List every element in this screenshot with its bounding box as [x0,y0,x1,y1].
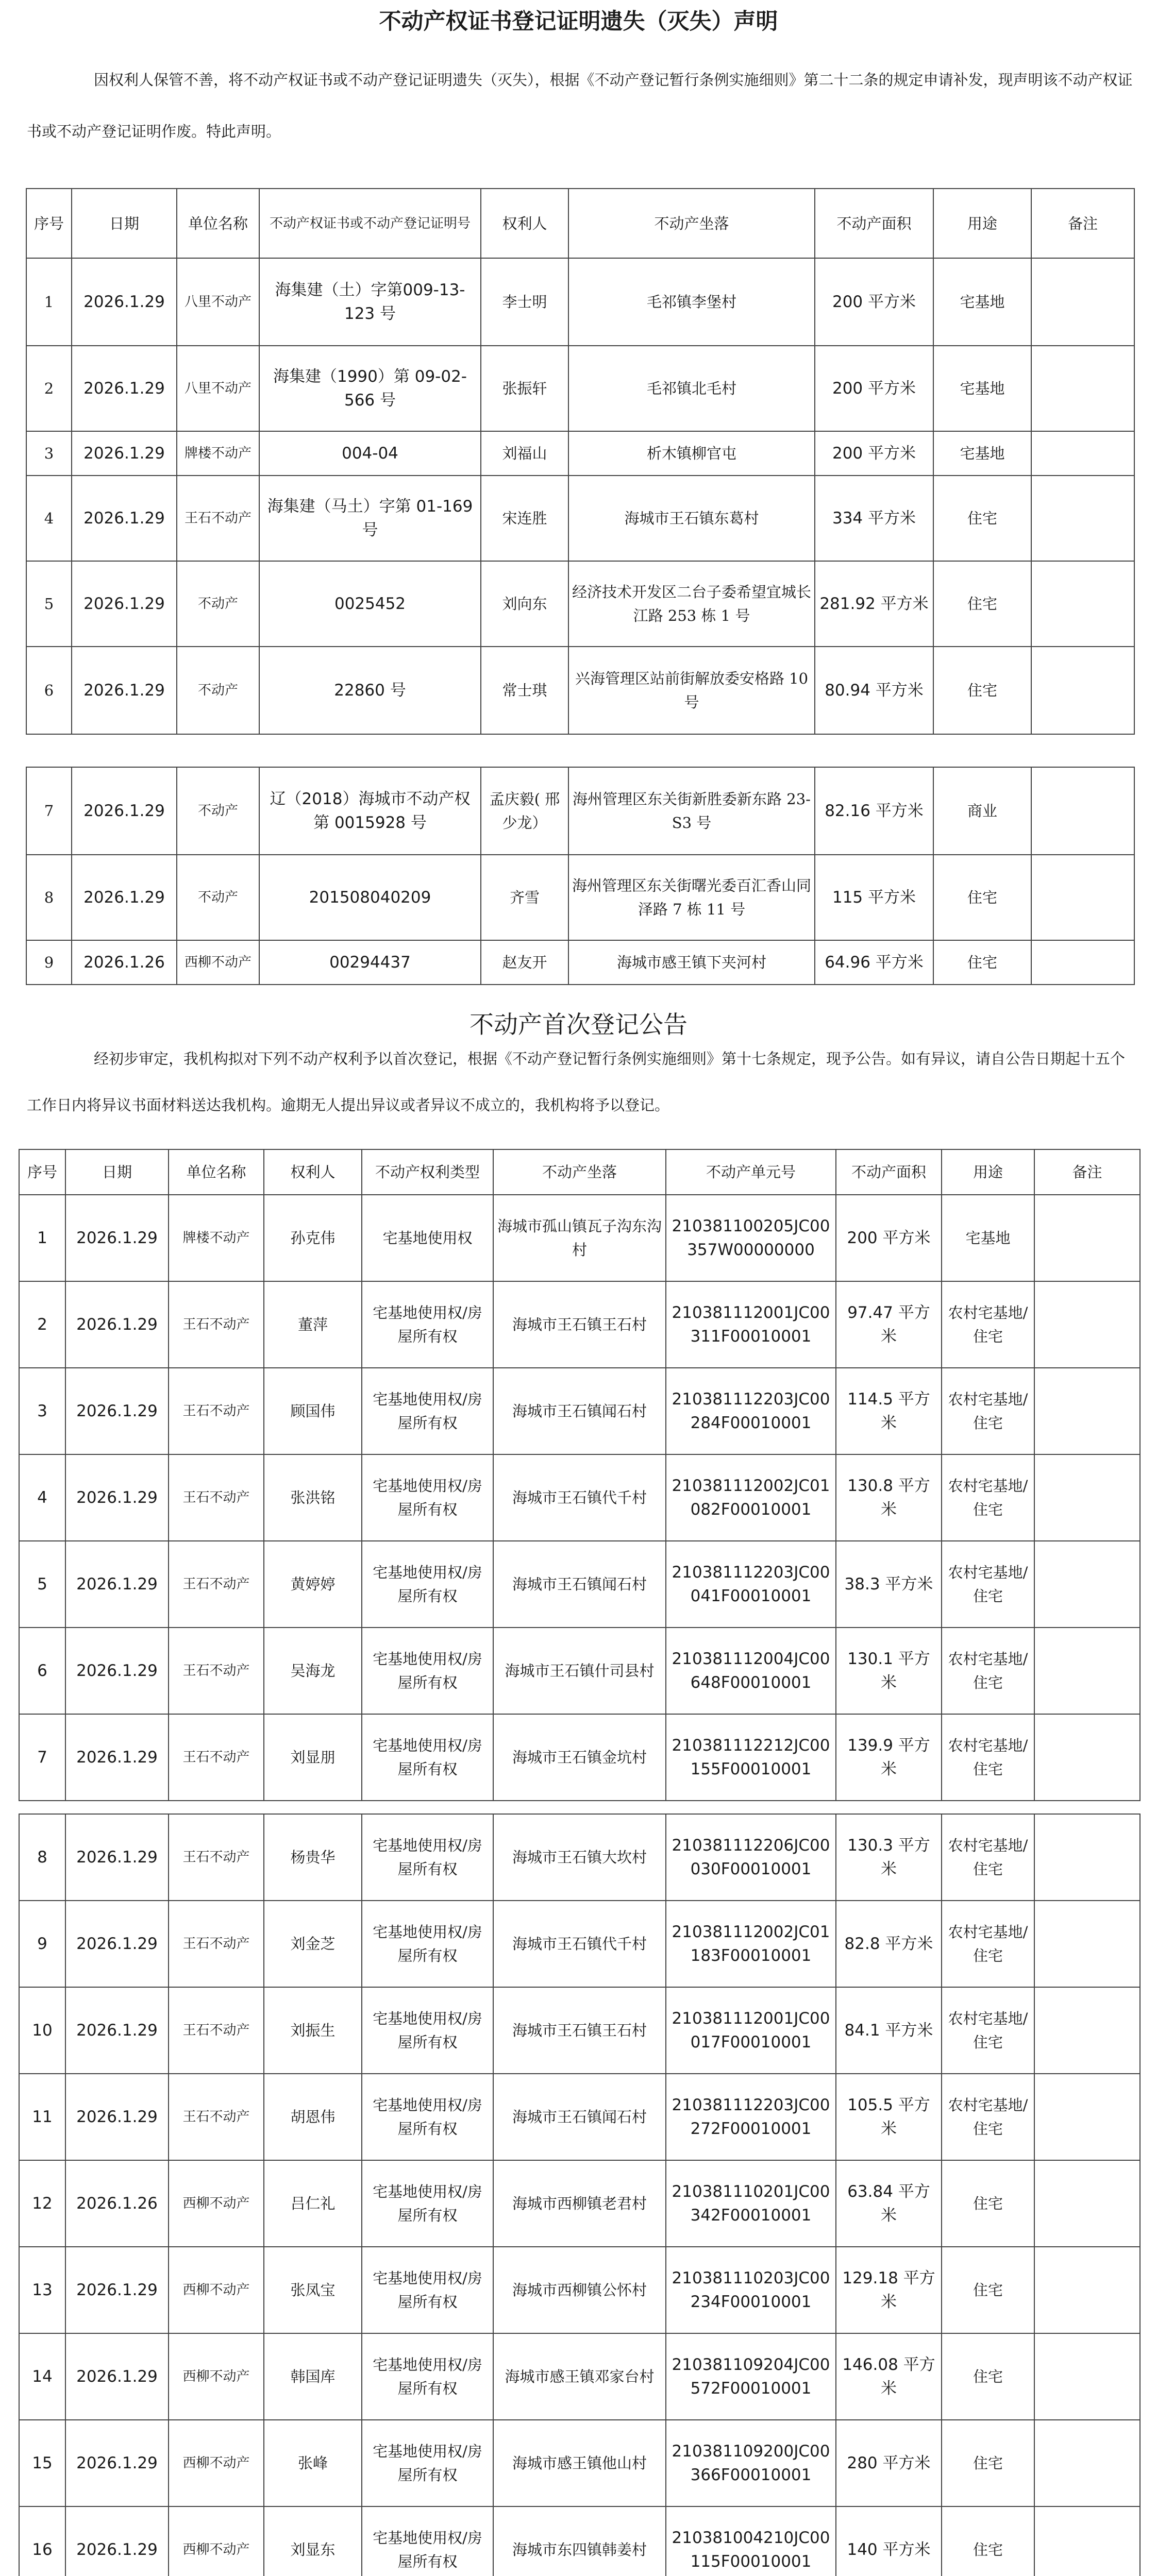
cell-area: 130.3 平方米 [836,1814,942,1901]
cell-date: 2026.1.29 [65,2074,169,2160]
cell-area: 146.08 平方米 [836,2333,942,2420]
cell-note [1034,2247,1140,2333]
cell-area: 82.16 平方米 [815,767,933,855]
cell-unitno: 210381112001JC00311F00010001 [666,1281,836,1368]
table-row [26,258,1134,346]
cell-owner: 刘显东 [264,2506,362,2576]
cell-area: 281.92 平方米 [815,561,933,647]
cell-owner: 张振轩 [481,346,568,431]
cell-type: 宅基地使用权/房屋所有权 [362,2160,493,2247]
cell-area: 200 平方米 [815,346,933,431]
cell-use: 宅基地 [933,346,1031,431]
cell-no: 5 [19,1541,65,1628]
cell-location: 海城市西柳镇公怀村 [493,2247,666,2333]
cell-location: 海城市孤山镇瓦子沟东沟村 [493,1195,666,1281]
cell-note [1034,2160,1140,2247]
cell-owner: 赵友开 [481,940,568,985]
cell-location: 海城市王石镇什司县村 [493,1628,666,1714]
cell-unitno: 210381112203JC00284F00010001 [666,1368,836,1454]
cell-date: 2026.1.29 [72,647,177,734]
cell-location: 海城市王石镇闻石村 [493,1541,666,1628]
cell-unit: 西柳不动产 [169,2506,264,2576]
cell-unit: 王石不动产 [169,1814,264,1901]
cell-unit: 牌楼不动产 [177,431,259,476]
cell-use: 住宅 [933,476,1031,561]
cell-unitno: 210381112206JC00030F00010001 [666,1814,836,1901]
cell-no: 1 [26,258,72,346]
cell-unit: 西柳不动产 [169,2160,264,2247]
declaration-title: 不动产权证书登记证明遗失（灭失）声明 [379,9,778,35]
cell-unit: 王石不动产 [177,476,259,561]
cell-use: 农村宅基地/住宅 [942,1368,1034,1454]
cell-unitno: 210381112203JC00041F00010001 [666,1541,836,1628]
cell-unitno: 210381112002JC01082F00010001 [666,1454,836,1541]
cell-note [1034,1541,1140,1628]
cell-unitno: 210381110203JC00234F00010001 [666,2247,836,2333]
cell-use: 农村宅基地/住宅 [942,1454,1034,1541]
table-row [19,1281,1140,1368]
cell-area: 139.9 平方米 [836,1714,942,1801]
cell-date: 2026.1.29 [65,1368,169,1454]
cell-no: 10 [19,1987,65,2074]
first-registration-title: 不动产首次登记公告 [469,1011,688,1039]
cell-unitno: 210381109204JC00572F00010001 [666,2333,836,2420]
cell-area: 105.5 平方米 [836,2074,942,2160]
cell-area: 140 平方米 [836,2506,942,2576]
column-header: 用途 [933,189,1031,258]
cell-location: 海城市王石镇大坎村 [493,1814,666,1901]
cell-unitno: 210381112001JC00017F00010001 [666,1987,836,2074]
table-row [19,2506,1140,2576]
cell-no: 7 [26,767,72,855]
cell-location: 海城市感王镇下夹河村 [568,940,815,985]
cell-no: 9 [19,1901,65,1987]
cell-owner: 吕仁礼 [264,2160,362,2247]
cell-note [1034,1368,1140,1454]
lost-cert-table [26,188,1135,735]
table-row [19,2247,1140,2333]
cell-use: 商业 [933,767,1031,855]
cell-location: 海城市王石镇闻石村 [493,2074,666,2160]
cell-owner: 李士明 [481,258,568,346]
cell-date: 2026.1.29 [72,258,177,346]
cell-note [1031,940,1134,985]
first-registration-table-continued [19,1814,1141,2576]
cell-date: 2026.1.29 [65,2506,169,2576]
cell-cert: 00294437 [259,940,481,985]
cell-use: 住宅 [942,2333,1034,2420]
cell-use: 农村宅基地/住宅 [942,1814,1034,1901]
cell-unit: 王石不动产 [169,1901,264,1987]
cell-no: 2 [26,346,72,431]
cell-area: 63.84 平方米 [836,2160,942,2247]
cell-no: 6 [19,1628,65,1714]
cell-note [1034,2506,1140,2576]
cell-unit: 王石不动产 [169,1714,264,1801]
cell-owner: 顾国伟 [264,1368,362,1454]
cell-unitno: 210381112002JC01183F00010001 [666,1901,836,1987]
cell-unit: 八里不动产 [177,258,259,346]
column-header: 序号 [26,189,72,258]
cell-note [1034,2420,1140,2506]
cell-unitno: 210381110201JC00342F00010001 [666,2160,836,2247]
cell-no: 5 [26,561,72,647]
cell-no: 4 [19,1454,65,1541]
cell-note [1031,476,1134,561]
cell-use: 农村宅基地/住宅 [942,1628,1034,1714]
cell-location: 兴海管理区站前街解放委安格路 10 号 [568,647,815,734]
cell-no: 14 [19,2333,65,2420]
cell-note [1034,1814,1140,1901]
cell-owner: 孙克伟 [264,1195,362,1281]
column-header: 不动产面积 [815,189,933,258]
cell-location: 经济技术开发区二台子委希望宜城长江路 253 栋 1 号 [568,561,815,647]
cell-note [1031,431,1134,476]
cell-cert: 201508040209 [259,855,481,940]
table-header-row [19,1149,1140,1195]
cell-type: 宅基地使用权 [362,1195,493,1281]
cell-type: 宅基地使用权/房屋所有权 [362,2333,493,2420]
cell-use: 农村宅基地/住宅 [942,1281,1034,1368]
table-row [19,2333,1140,2420]
cell-date: 2026.1.29 [65,1814,169,1901]
cell-owner: 韩国库 [264,2333,362,2420]
cell-cert: 0025452 [259,561,481,647]
cell-unit: 王石不动产 [169,1454,264,1541]
cell-location: 海城市王石镇王石村 [493,1987,666,2074]
cell-location: 海城市王石镇王石村 [493,1281,666,1368]
column-header: 单位名称 [177,189,259,258]
cell-use: 农村宅基地/住宅 [942,2074,1034,2160]
cell-no: 3 [19,1368,65,1454]
column-header: 不动产单元号 [666,1149,836,1195]
cell-unit: 王石不动产 [169,1281,264,1368]
cell-no: 8 [26,855,72,940]
cell-unitno: 210381004210JC00115F00010001 [666,2506,836,2576]
cell-date: 2026.1.29 [65,1628,169,1714]
cell-cert: 辽（2018）海城市不动产权第 0015928 号 [259,767,481,855]
table-row [26,767,1134,855]
table-row [19,1195,1140,1281]
cell-unitno: 210381109200JC00366F00010001 [666,2420,836,2506]
cell-date: 2026.1.29 [65,1901,169,1987]
table-row [19,1901,1140,1987]
column-header: 不动产坐落 [568,189,815,258]
cell-unit: 王石不动产 [169,1628,264,1714]
table-row [19,2160,1140,2247]
cell-owner: 宋连胜 [481,476,568,561]
cell-no: 4 [26,476,72,561]
cell-date: 2026.1.29 [65,1281,169,1368]
cell-area: 80.94 平方米 [815,647,933,734]
cell-type: 宅基地使用权/房屋所有权 [362,1714,493,1801]
cell-use: 住宅 [933,561,1031,647]
cell-location: 海城市西柳镇老君村 [493,2160,666,2247]
cell-location: 海州管理区东关街曙光委百汇香山同泽路 7 栋 11 号 [568,855,815,940]
cell-owner: 张峰 [264,2420,362,2506]
cell-type: 宅基地使用权/房屋所有权 [362,1541,493,1628]
cell-location: 析木镇柳官屯 [568,431,815,476]
cell-unit: 西柳不动产 [169,2420,264,2506]
cell-owner: 齐雪 [481,855,568,940]
cell-area: 82.8 平方米 [836,1901,942,1987]
cell-date: 2026.1.29 [72,476,177,561]
cell-note [1034,1714,1140,1801]
cell-date: 2026.1.29 [65,1454,169,1541]
cell-unitno: 210381100205JC00357W00000000 [666,1195,836,1281]
column-header: 不动产面积 [836,1149,942,1195]
cell-area: 84.1 平方米 [836,1987,942,2074]
table-row [19,2074,1140,2160]
cell-area: 130.8 平方米 [836,1454,942,1541]
cell-unitno: 210381112212JC00155F00010001 [666,1714,836,1801]
cell-date: 2026.1.29 [72,346,177,431]
table-row [26,561,1134,647]
cell-note [1031,647,1134,734]
cell-type: 宅基地使用权/房屋所有权 [362,2506,493,2576]
cell-cert: 22860 号 [259,647,481,734]
cell-use: 宅基地 [942,1195,1034,1281]
cell-owner: 刘金芝 [264,1901,362,1987]
cell-cert: 海集建（马土）字第 01-169 号 [259,476,481,561]
cell-note [1031,855,1134,940]
cell-date: 2026.1.29 [72,561,177,647]
cell-unit: 八里不动产 [177,346,259,431]
cell-date: 2026.1.29 [65,1195,169,1281]
column-header: 备注 [1034,1149,1140,1195]
cell-unit: 西柳不动产 [169,2247,264,2333]
cell-date: 2026.1.29 [65,1714,169,1801]
cell-type: 宅基地使用权/房屋所有权 [362,1281,493,1368]
cell-type: 宅基地使用权/房屋所有权 [362,1814,493,1901]
cell-unit: 王石不动产 [169,1987,264,2074]
cell-area: 200 平方米 [836,1195,942,1281]
cell-date: 2026.1.26 [72,940,177,985]
cell-owner: 刘显朋 [264,1714,362,1801]
cell-owner: 张洪铭 [264,1454,362,1541]
cell-use: 住宅 [942,2160,1034,2247]
cell-use: 农村宅基地/住宅 [942,1901,1034,1987]
cell-no: 15 [19,2420,65,2506]
cell-area: 200 平方米 [815,431,933,476]
cell-area: 97.47 平方米 [836,1281,942,1368]
cell-area: 115 平方米 [815,855,933,940]
cell-no: 12 [19,2160,65,2247]
table-row [26,940,1134,985]
cell-owner: 常士琪 [481,647,568,734]
column-header: 不动产权利类型 [362,1149,493,1195]
cell-unit: 不动产 [177,767,259,855]
table-row [26,647,1134,734]
cell-location: 毛祁镇北毛村 [568,346,815,431]
table-row [26,855,1134,940]
cell-no: 16 [19,2506,65,2576]
cell-area: 129.18 平方米 [836,2247,942,2333]
cell-date: 2026.1.29 [65,2420,169,2506]
cell-location: 海城市王石镇东葛村 [568,476,815,561]
cell-type: 宅基地使用权/房屋所有权 [362,2247,493,2333]
cell-area: 130.1 平方米 [836,1628,942,1714]
cell-owner: 黄婷婷 [264,1541,362,1628]
cell-note [1034,1987,1140,2074]
cell-no: 6 [26,647,72,734]
cell-unitno: 210381112203JC00272F00010001 [666,2074,836,2160]
cell-area: 280 平方米 [836,2420,942,2506]
cell-note [1034,1901,1140,1987]
cell-unit: 不动产 [177,647,259,734]
cell-note [1031,561,1134,647]
cell-no: 7 [19,1714,65,1801]
cell-type: 宅基地使用权/房屋所有权 [362,1901,493,1987]
cell-note [1031,767,1134,855]
table-row [19,1541,1140,1628]
cell-date: 2026.1.29 [65,2247,169,2333]
cell-location: 海州管理区东关街新胜委新东路 23-S3 号 [568,767,815,855]
cell-note [1034,1454,1140,1541]
cell-area: 114.5 平方米 [836,1368,942,1454]
cell-use: 住宅 [933,855,1031,940]
declaration-intro: 因权利人保管不善，将不动产权证书或不动产登记证明遗失（灭失），根据《不动产登记暂行条例实施细则》第二十二条的规定申请补发，现声明该不动产权证书或不动产登记证明作废。特此声明。 [27,71,1133,140]
cell-owner: 杨贵华 [264,1814,362,1901]
cell-owner: 胡恩伟 [264,2074,362,2160]
cell-date: 2026.1.29 [65,1541,169,1628]
table-header-row [26,189,1134,258]
column-header: 用途 [942,1149,1034,1195]
cell-cert: 004-04 [259,431,481,476]
cell-type: 宅基地使用权/房屋所有权 [362,1628,493,1714]
cell-type: 宅基地使用权/房屋所有权 [362,1987,493,2074]
cell-unit: 不动产 [177,561,259,647]
cell-location: 海城市王石镇金坑村 [493,1714,666,1801]
table-row [19,1368,1140,1454]
table-row [19,1628,1140,1714]
table-row [26,346,1134,431]
cell-use: 农村宅基地/住宅 [942,1714,1034,1801]
column-header: 单位名称 [169,1149,264,1195]
cell-location: 海城市王石镇代千村 [493,1901,666,1987]
column-header: 日期 [65,1149,169,1195]
column-header: 序号 [19,1149,65,1195]
cell-unit: 王石不动产 [169,1368,264,1454]
cell-location: 海城市感王镇他山村 [493,2420,666,2506]
cell-no: 2 [19,1281,65,1368]
cell-no: 8 [19,1814,65,1901]
cell-use: 住宅 [942,2420,1034,2506]
cell-location: 海城市感王镇邓家台村 [493,2333,666,2420]
cell-use: 住宅 [942,2247,1034,2333]
cell-date: 2026.1.26 [65,2160,169,2247]
cell-note [1034,2333,1140,2420]
cell-cert: 海集建（1990）第 09-02-566 号 [259,346,481,431]
cell-unit: 西柳不动产 [169,2333,264,2420]
first-registration-table [19,1149,1141,1801]
column-header: 权利人 [264,1149,362,1195]
table-row [26,431,1134,476]
column-header: 不动产坐落 [493,1149,666,1195]
cell-location: 毛祁镇李堡村 [568,258,815,346]
cell-area: 334 平方米 [815,476,933,561]
cell-unit: 不动产 [177,855,259,940]
cell-owner: 吴海龙 [264,1628,362,1714]
table-row [26,476,1134,561]
column-header: 权利人 [481,189,568,258]
table-row [19,2420,1140,2506]
cell-unit: 西柳不动产 [177,940,259,985]
cell-date: 2026.1.29 [65,1987,169,2074]
cell-date: 2026.1.29 [72,431,177,476]
table-row [19,1454,1140,1541]
cell-no: 3 [26,431,72,476]
cell-note [1031,258,1134,346]
cell-owner: 张凤宝 [264,2247,362,2333]
cell-type: 宅基地使用权/房屋所有权 [362,2420,493,2506]
cell-owner: 董萍 [264,1281,362,1368]
table-row [19,1987,1140,2074]
cell-owner: 刘福山 [481,431,568,476]
cell-note [1034,1628,1140,1714]
cell-type: 宅基地使用权/房屋所有权 [362,2074,493,2160]
cell-no: 1 [19,1195,65,1281]
cell-area: 64.96 平方米 [815,940,933,985]
cell-area: 200 平方米 [815,258,933,346]
cell-owner: 刘向东 [481,561,568,647]
table-row [19,1714,1140,1801]
cell-cert: 海集建（土）字第009-13-123 号 [259,258,481,346]
cell-note [1034,1281,1140,1368]
first-registration-intro: 经初步审定，我机构拟对下列不动产权利予以首次登记，根据《不动产登记暂行条例实施细则》第十七条规定，现予公告。如有异议，请自公告日期起十五个工作日内将异议书面材料送达我机构。逾期无人提出异议或者异议不成立的，我机构将予以登记。 [27,1050,1126,1114]
cell-use: 宅基地 [933,258,1031,346]
cell-note [1034,2074,1140,2160]
cell-location: 海城市东四镇韩姜村 [493,2506,666,2576]
cell-use: 住宅 [942,2506,1034,2576]
cell-no: 11 [19,2074,65,2160]
cell-use: 宅基地 [933,431,1031,476]
table-row [19,1814,1140,1901]
cell-unit: 牌楼不动产 [169,1195,264,1281]
cell-area: 38.3 平方米 [836,1541,942,1628]
cell-date: 2026.1.29 [72,767,177,855]
cell-owner: 孟庆毅( 邢少龙） [481,767,568,855]
cell-use: 农村宅基地/住宅 [942,1541,1034,1628]
cell-unitno: 210381112004JC00648F00010001 [666,1628,836,1714]
cell-use: 农村宅基地/住宅 [942,1987,1034,2074]
column-header: 备注 [1031,189,1134,258]
cell-note [1031,346,1134,431]
cell-no: 13 [19,2247,65,2333]
cell-unit: 王石不动产 [169,1541,264,1628]
cell-use: 住宅 [933,940,1031,985]
cell-owner: 刘振生 [264,1987,362,2074]
cell-date: 2026.1.29 [65,2333,169,2420]
cell-unit: 王石不动产 [169,2074,264,2160]
cell-date: 2026.1.29 [72,855,177,940]
cell-type: 宅基地使用权/房屋所有权 [362,1454,493,1541]
column-header: 不动产权证书或不动产登记证明号 [259,189,481,258]
cell-no: 9 [26,940,72,985]
cell-location: 海城市王石镇闻石村 [493,1368,666,1454]
cell-location: 海城市王石镇代千村 [493,1454,666,1541]
cell-note [1034,1195,1140,1281]
lost-cert-table-continued [26,767,1135,985]
column-header: 日期 [72,189,177,258]
cell-use: 住宅 [933,647,1031,734]
cell-type: 宅基地使用权/房屋所有权 [362,1368,493,1454]
